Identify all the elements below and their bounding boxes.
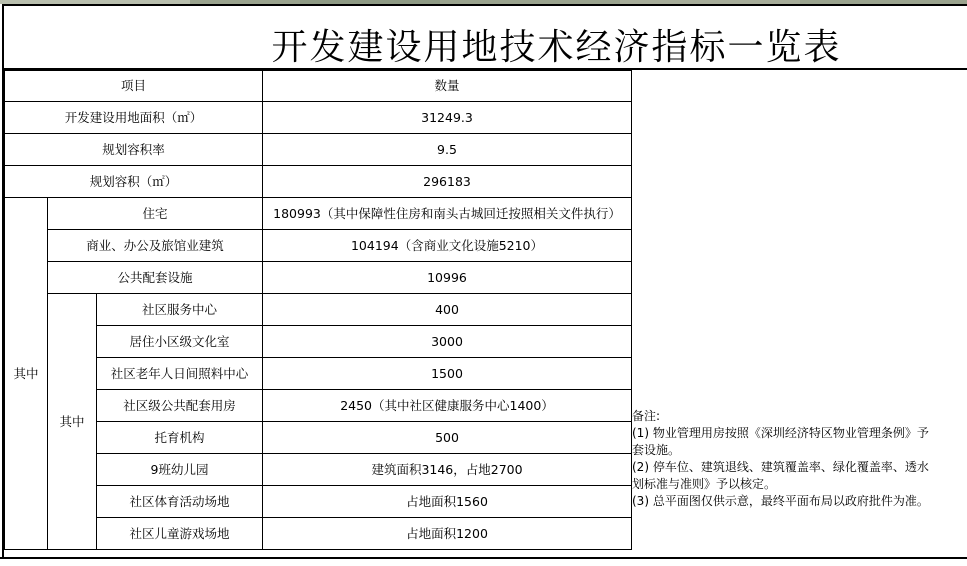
row-value: 1500 [263, 358, 632, 390]
row-item: 社区儿童游戏场地 [97, 518, 263, 550]
table-header-row [5, 71, 632, 102]
row-item: 9班幼儿园 [97, 454, 263, 486]
table-row [5, 166, 632, 198]
subgroup-label: 其中 [48, 294, 97, 550]
row-item: 社区级公共配套用房 [97, 390, 263, 422]
table-row [5, 326, 632, 358]
table-row [5, 134, 632, 166]
row-value: 500 [263, 422, 632, 454]
row-item: 开发建设用地面积（㎡） [5, 102, 263, 134]
header-value: 数量 [263, 71, 632, 102]
row-value: 10996 [263, 262, 632, 294]
row-value: 建筑面积3146，占地2700 [263, 454, 632, 486]
group-label: 其中 [5, 198, 48, 550]
table-row [5, 230, 632, 262]
table-row [5, 358, 632, 390]
note-line: (2) 停车位、建筑退线、建筑覆盖率、绿化覆盖率、透水 [632, 460, 929, 474]
row-value: 9.5 [263, 134, 632, 166]
table-row [5, 454, 632, 486]
row-item: 商业、办公及旅馆业建筑 [48, 230, 263, 262]
header-item: 项目 [5, 71, 263, 102]
table-row [5, 294, 632, 326]
indicator-table [4, 70, 632, 550]
table-row [5, 518, 632, 550]
table-row [5, 486, 632, 518]
page-title: 开发建设用地技术经济指标一览表 [271, 26, 842, 68]
note-line: 套设施。 [632, 443, 681, 457]
note-line: (3) 总平面图仅供示意，最终平面布局以政府批件为准。 [632, 494, 929, 508]
row-value: 31249.3 [263, 102, 632, 134]
row-value: 2450（其中社区健康服务中心1400） [263, 390, 632, 422]
row-value: 296183 [263, 166, 632, 198]
row-item: 社区老年人日间照料中心 [97, 358, 263, 390]
row-value: 400 [263, 294, 632, 326]
row-item: 居住小区级文化室 [97, 326, 263, 358]
row-item: 规划容积（㎡） [5, 166, 263, 198]
note-line: 划标准与准则》予以核定。 [632, 477, 777, 491]
note-line: (1) 物业管理用房按照《深圳经济特区物业管理条例》予 [632, 426, 929, 440]
table-row [5, 262, 632, 294]
row-item: 公共配套设施 [48, 262, 263, 294]
row-item: 社区服务中心 [97, 294, 263, 326]
row-value: 3000 [263, 326, 632, 358]
bottom-border [0, 557, 967, 559]
table-row [5, 422, 632, 454]
row-item: 社区体育活动场地 [97, 486, 263, 518]
row-item: 住宅 [48, 198, 263, 230]
row-item: 托育机构 [97, 422, 263, 454]
row-value: 104194（含商业文化设施5210） [263, 230, 632, 262]
notes-block [632, 408, 967, 510]
table-row [5, 102, 632, 134]
row-value: 180993（其中保障性住房和南头古城回迁按照相关文件执行） [263, 198, 632, 230]
row-value: 占地面积1560 [263, 486, 632, 518]
table-row [5, 390, 632, 422]
table-row [5, 198, 632, 230]
notes-heading: 备注: [632, 409, 661, 423]
row-value: 占地面积1200 [263, 518, 632, 550]
row-item: 规划容积率 [5, 134, 263, 166]
